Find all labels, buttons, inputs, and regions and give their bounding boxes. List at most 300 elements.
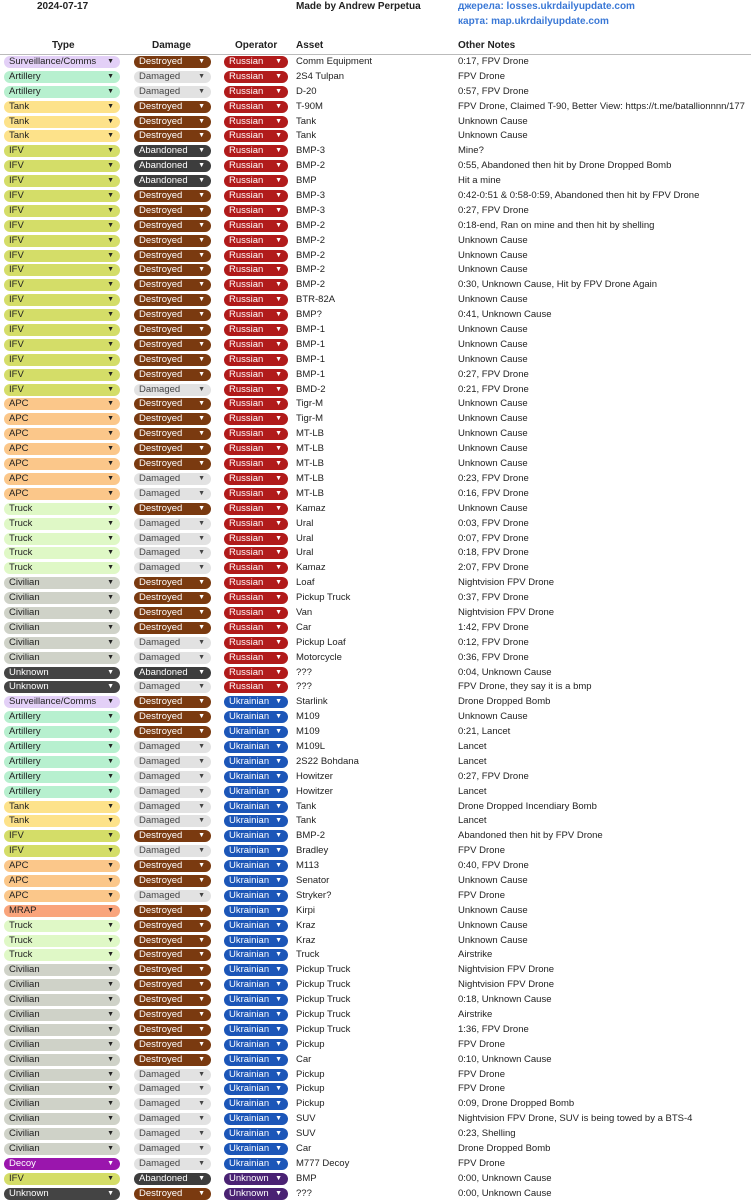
chevron-down-icon: ▼ bbox=[198, 296, 205, 304]
damage-dropdown[interactable] bbox=[134, 1113, 211, 1125]
operator-dropdown[interactable] bbox=[224, 86, 288, 98]
damage-dropdown[interactable] bbox=[134, 592, 211, 604]
type-dropdown[interactable] bbox=[4, 458, 120, 470]
type-dropdown[interactable] bbox=[4, 235, 120, 247]
type-dropdown[interactable] bbox=[4, 518, 120, 530]
type-dropdown[interactable] bbox=[4, 116, 120, 128]
damage-dropdown[interactable] bbox=[134, 339, 211, 351]
operator-dropdown[interactable] bbox=[224, 979, 288, 991]
damage-dropdown[interactable] bbox=[134, 547, 211, 559]
type-dropdown[interactable] bbox=[4, 1128, 120, 1140]
chevron-down-icon: ▼ bbox=[107, 1100, 114, 1108]
damage-value: Destroyed bbox=[139, 413, 183, 425]
damage-dropdown[interactable] bbox=[134, 1039, 211, 1051]
damage-dropdown[interactable] bbox=[134, 1098, 211, 1110]
chevron-down-icon: ▼ bbox=[107, 1115, 114, 1123]
type-dropdown[interactable] bbox=[4, 681, 120, 693]
damage-value: Destroyed bbox=[139, 279, 183, 291]
type-dropdown[interactable] bbox=[4, 890, 120, 902]
operator-dropdown[interactable] bbox=[224, 696, 288, 708]
type-dropdown[interactable] bbox=[4, 309, 120, 321]
operator-dropdown[interactable] bbox=[224, 562, 288, 574]
type-dropdown[interactable] bbox=[4, 205, 120, 217]
type-dropdown[interactable] bbox=[4, 101, 120, 113]
type-dropdown[interactable] bbox=[4, 1158, 120, 1170]
operator-dropdown[interactable] bbox=[224, 294, 288, 306]
operator-dropdown[interactable] bbox=[224, 622, 288, 634]
chevron-down-icon: ▼ bbox=[107, 921, 114, 929]
asset-cell: MT-LB bbox=[296, 487, 324, 499]
chevron-down-icon: ▼ bbox=[107, 177, 114, 185]
damage-dropdown[interactable] bbox=[134, 101, 211, 113]
table-row bbox=[0, 770, 751, 785]
type-dropdown[interactable] bbox=[4, 1188, 120, 1200]
operator-dropdown[interactable] bbox=[224, 786, 288, 798]
chevron-down-icon: ▼ bbox=[275, 653, 282, 661]
operator-dropdown[interactable] bbox=[224, 890, 288, 902]
type-dropdown[interactable] bbox=[4, 86, 120, 98]
type-dropdown[interactable] bbox=[4, 220, 120, 232]
damage-dropdown[interactable] bbox=[134, 190, 211, 202]
damage-dropdown[interactable] bbox=[134, 905, 211, 917]
damage-dropdown[interactable] bbox=[134, 607, 211, 619]
operator-dropdown[interactable] bbox=[224, 235, 288, 247]
operator-dropdown[interactable] bbox=[224, 279, 288, 291]
operator-dropdown[interactable] bbox=[224, 160, 288, 172]
damage-dropdown[interactable] bbox=[134, 518, 211, 530]
operator-value: Russian bbox=[229, 130, 264, 142]
chevron-down-icon: ▼ bbox=[198, 177, 205, 185]
damage-dropdown[interactable] bbox=[134, 1173, 211, 1185]
type-dropdown[interactable] bbox=[4, 964, 120, 976]
chevron-down-icon: ▼ bbox=[275, 132, 282, 140]
operator-value: Unknown bbox=[229, 1172, 269, 1184]
operator-dropdown[interactable] bbox=[224, 398, 288, 410]
operator-dropdown[interactable] bbox=[224, 652, 288, 664]
damage-dropdown[interactable] bbox=[134, 964, 211, 976]
type-dropdown[interactable] bbox=[4, 488, 120, 500]
operator-dropdown[interactable] bbox=[224, 145, 288, 157]
damage-dropdown[interactable] bbox=[134, 309, 211, 321]
operator-dropdown[interactable] bbox=[224, 905, 288, 917]
chevron-down-icon: ▼ bbox=[107, 772, 114, 780]
operator-dropdown[interactable] bbox=[224, 339, 288, 351]
damage-dropdown[interactable] bbox=[134, 533, 211, 545]
type-dropdown[interactable] bbox=[4, 473, 120, 485]
type-dropdown[interactable] bbox=[4, 920, 120, 932]
type-dropdown[interactable] bbox=[4, 547, 120, 559]
type-value: Truck bbox=[9, 562, 33, 574]
damage-dropdown[interactable] bbox=[134, 116, 211, 128]
operator-dropdown[interactable] bbox=[224, 443, 288, 455]
operator-value: Ukrainian bbox=[229, 830, 270, 842]
asset-cell: BMD-2 bbox=[296, 383, 326, 395]
damage-dropdown[interactable] bbox=[134, 130, 211, 142]
table-row bbox=[0, 472, 751, 487]
table-row bbox=[0, 963, 751, 978]
operator-dropdown[interactable] bbox=[224, 1054, 288, 1066]
damage-dropdown[interactable] bbox=[134, 845, 211, 857]
operator-dropdown[interactable] bbox=[224, 681, 288, 693]
damage-dropdown[interactable] bbox=[134, 324, 211, 336]
damage-dropdown[interactable] bbox=[134, 577, 211, 589]
type-dropdown[interactable] bbox=[4, 786, 120, 798]
damage-dropdown[interactable] bbox=[134, 801, 211, 813]
type-dropdown[interactable] bbox=[4, 1054, 120, 1066]
type-value: Truck bbox=[9, 919, 33, 931]
type-dropdown[interactable] bbox=[4, 1098, 120, 1110]
type-dropdown[interactable] bbox=[4, 264, 120, 276]
type-value: Artillery bbox=[9, 726, 41, 738]
operator-value: Ukrainian bbox=[229, 696, 270, 708]
damage-dropdown[interactable] bbox=[134, 145, 211, 157]
damage-dropdown[interactable] bbox=[134, 413, 211, 425]
damage-dropdown[interactable] bbox=[134, 1069, 211, 1081]
type-dropdown[interactable] bbox=[4, 845, 120, 857]
type-dropdown[interactable] bbox=[4, 533, 120, 545]
type-dropdown[interactable] bbox=[4, 294, 120, 306]
notes-cell: Drone Dropped Bomb bbox=[458, 1143, 551, 1155]
type-dropdown[interactable] bbox=[4, 979, 120, 991]
damage-dropdown[interactable] bbox=[134, 220, 211, 232]
damage-dropdown[interactable] bbox=[134, 756, 211, 768]
chevron-down-icon: ▼ bbox=[198, 653, 205, 661]
type-dropdown[interactable] bbox=[4, 756, 120, 768]
type-dropdown[interactable] bbox=[4, 145, 120, 157]
damage-dropdown[interactable] bbox=[134, 979, 211, 991]
operator-dropdown[interactable] bbox=[224, 324, 288, 336]
damage-dropdown[interactable] bbox=[134, 398, 211, 410]
type-dropdown[interactable] bbox=[4, 771, 120, 783]
operator-dropdown[interactable] bbox=[224, 1039, 288, 1051]
damage-dropdown[interactable] bbox=[134, 860, 211, 872]
operator-dropdown[interactable] bbox=[224, 264, 288, 276]
type-dropdown[interactable] bbox=[4, 815, 120, 827]
chevron-down-icon: ▼ bbox=[198, 445, 205, 453]
operator-dropdown[interactable] bbox=[224, 1098, 288, 1110]
damage-dropdown[interactable] bbox=[134, 667, 211, 679]
damage-dropdown[interactable] bbox=[134, 264, 211, 276]
operator-dropdown[interactable] bbox=[224, 1143, 288, 1155]
operator-dropdown[interactable] bbox=[224, 71, 288, 83]
damage-dropdown[interactable] bbox=[134, 875, 211, 887]
operator-dropdown[interactable] bbox=[224, 845, 288, 857]
operator-dropdown[interactable] bbox=[224, 1069, 288, 1081]
type-value: IFV bbox=[9, 264, 24, 276]
notes-cell: Nightvision FPV Drone bbox=[458, 979, 555, 991]
table-row bbox=[0, 457, 751, 472]
notes-cell: 0:18-end, Ran on mine and then hit by shelling bbox=[458, 219, 655, 231]
type-dropdown[interactable] bbox=[4, 949, 120, 961]
operator-dropdown[interactable] bbox=[224, 607, 288, 619]
damage-dropdown[interactable] bbox=[134, 786, 211, 798]
operator-dropdown[interactable] bbox=[224, 920, 288, 932]
damage-dropdown[interactable] bbox=[134, 726, 211, 738]
type-dropdown[interactable] bbox=[4, 994, 120, 1006]
damage-value: Destroyed bbox=[139, 234, 183, 246]
type-dropdown[interactable] bbox=[4, 503, 120, 515]
damage-value: Destroyed bbox=[139, 1023, 183, 1035]
operator-dropdown[interactable] bbox=[224, 726, 288, 738]
damage-dropdown[interactable] bbox=[134, 994, 211, 1006]
operator-dropdown[interactable] bbox=[224, 130, 288, 142]
damage-value: Destroyed bbox=[139, 934, 183, 946]
operator-dropdown[interactable] bbox=[224, 190, 288, 202]
damage-value: Destroyed bbox=[139, 919, 183, 931]
operator-dropdown[interactable] bbox=[224, 369, 288, 381]
operator-dropdown[interactable] bbox=[224, 503, 288, 515]
sources-link[interactable]: джерела: losses.ukrdailyupdate.com bbox=[458, 1, 635, 12]
damage-dropdown[interactable] bbox=[134, 935, 211, 947]
damage-dropdown[interactable] bbox=[134, 1188, 211, 1200]
chevron-down-icon: ▼ bbox=[198, 266, 205, 274]
operator-dropdown[interactable] bbox=[224, 116, 288, 128]
type-dropdown[interactable] bbox=[4, 279, 120, 291]
operator-dropdown[interactable] bbox=[224, 428, 288, 440]
type-dropdown[interactable] bbox=[4, 562, 120, 574]
type-dropdown[interactable] bbox=[4, 130, 120, 142]
operator-dropdown[interactable] bbox=[224, 473, 288, 485]
damage-dropdown[interactable] bbox=[134, 771, 211, 783]
operator-value: Russian bbox=[229, 190, 264, 202]
type-dropdown[interactable] bbox=[4, 190, 120, 202]
type-dropdown[interactable] bbox=[4, 339, 120, 351]
damage-dropdown[interactable] bbox=[134, 473, 211, 485]
damage-dropdown[interactable] bbox=[134, 354, 211, 366]
type-dropdown[interactable] bbox=[4, 1143, 120, 1155]
operator-dropdown[interactable] bbox=[224, 741, 288, 753]
type-dropdown[interactable] bbox=[4, 250, 120, 262]
table-row bbox=[0, 174, 751, 189]
operator-dropdown[interactable] bbox=[224, 1158, 288, 1170]
operator-dropdown[interactable] bbox=[224, 101, 288, 113]
operator-dropdown[interactable] bbox=[224, 1024, 288, 1036]
damage-dropdown[interactable] bbox=[134, 1128, 211, 1140]
damage-dropdown[interactable] bbox=[134, 503, 211, 515]
chevron-down-icon: ▼ bbox=[198, 772, 205, 780]
type-dropdown[interactable] bbox=[4, 160, 120, 172]
damage-dropdown[interactable] bbox=[134, 1083, 211, 1095]
operator-dropdown[interactable] bbox=[224, 56, 288, 68]
operator-dropdown[interactable] bbox=[224, 309, 288, 321]
chevron-down-icon: ▼ bbox=[275, 147, 282, 155]
notes-cell: 0:18, Unknown Cause bbox=[458, 994, 552, 1006]
damage-dropdown[interactable] bbox=[134, 637, 211, 649]
operator-dropdown[interactable] bbox=[224, 354, 288, 366]
damage-value: Damaged bbox=[139, 547, 181, 559]
type-dropdown[interactable] bbox=[4, 830, 120, 842]
type-dropdown[interactable] bbox=[4, 56, 120, 68]
operator-dropdown[interactable] bbox=[224, 1083, 288, 1095]
damage-dropdown[interactable] bbox=[134, 294, 211, 306]
damage-dropdown[interactable] bbox=[134, 1024, 211, 1036]
notes-cell: 0:04, Unknown Cause bbox=[458, 666, 552, 678]
damage-dropdown[interactable] bbox=[134, 458, 211, 470]
type-dropdown[interactable] bbox=[4, 1113, 120, 1125]
chevron-down-icon: ▼ bbox=[198, 742, 205, 750]
type-dropdown[interactable] bbox=[4, 384, 120, 396]
damage-dropdown[interactable] bbox=[134, 711, 211, 723]
type-dropdown[interactable] bbox=[4, 875, 120, 887]
damage-dropdown[interactable] bbox=[134, 86, 211, 98]
damage-dropdown[interactable] bbox=[134, 949, 211, 961]
operator-dropdown[interactable] bbox=[224, 860, 288, 872]
operator-dropdown[interactable] bbox=[224, 875, 288, 887]
operator-value: Russian bbox=[229, 353, 264, 365]
damage-dropdown[interactable] bbox=[134, 815, 211, 827]
operator-dropdown[interactable] bbox=[224, 533, 288, 545]
type-dropdown[interactable] bbox=[4, 398, 120, 410]
operator-dropdown[interactable] bbox=[224, 175, 288, 187]
damage-dropdown[interactable] bbox=[134, 384, 211, 396]
operator-dropdown[interactable] bbox=[224, 384, 288, 396]
damage-dropdown[interactable] bbox=[134, 369, 211, 381]
type-dropdown[interactable] bbox=[4, 1009, 120, 1021]
type-dropdown[interactable] bbox=[4, 741, 120, 753]
damage-dropdown[interactable] bbox=[134, 622, 211, 634]
operator-dropdown[interactable] bbox=[224, 488, 288, 500]
table-row bbox=[0, 814, 751, 829]
type-dropdown[interactable] bbox=[4, 577, 120, 589]
damage-dropdown[interactable] bbox=[134, 428, 211, 440]
operator-dropdown[interactable] bbox=[224, 1128, 288, 1140]
operator-dropdown[interactable] bbox=[224, 220, 288, 232]
type-dropdown[interactable] bbox=[4, 1173, 120, 1185]
type-dropdown[interactable] bbox=[4, 711, 120, 723]
operator-dropdown[interactable] bbox=[224, 250, 288, 262]
notes-cell: Nightvision FPV Drone bbox=[458, 577, 555, 589]
type-dropdown[interactable] bbox=[4, 175, 120, 187]
type-dropdown[interactable] bbox=[4, 801, 120, 813]
chevron-down-icon: ▼ bbox=[107, 817, 114, 825]
operator-value: Ukrainian bbox=[229, 979, 270, 991]
type-dropdown[interactable] bbox=[4, 413, 120, 425]
operator-dropdown[interactable] bbox=[224, 756, 288, 768]
damage-dropdown[interactable] bbox=[134, 830, 211, 842]
type-dropdown[interactable] bbox=[4, 637, 120, 649]
operator-dropdown[interactable] bbox=[224, 964, 288, 976]
type-dropdown[interactable] bbox=[4, 71, 120, 83]
asset-cell: M109 bbox=[296, 726, 320, 738]
type-dropdown[interactable] bbox=[4, 726, 120, 738]
damage-dropdown[interactable] bbox=[134, 279, 211, 291]
type-dropdown[interactable] bbox=[4, 622, 120, 634]
damage-dropdown[interactable] bbox=[134, 890, 211, 902]
type-dropdown[interactable] bbox=[4, 369, 120, 381]
type-value: Artillery bbox=[9, 711, 41, 723]
operator-dropdown[interactable] bbox=[224, 458, 288, 470]
damage-dropdown[interactable] bbox=[134, 652, 211, 664]
damage-dropdown[interactable] bbox=[134, 56, 211, 68]
damage-dropdown[interactable] bbox=[134, 681, 211, 693]
operator-dropdown[interactable] bbox=[224, 1113, 288, 1125]
type-dropdown[interactable] bbox=[4, 667, 120, 679]
damage-dropdown[interactable] bbox=[134, 160, 211, 172]
operator-dropdown[interactable] bbox=[224, 547, 288, 559]
operator-dropdown[interactable] bbox=[224, 577, 288, 589]
damage-dropdown[interactable] bbox=[134, 235, 211, 247]
damage-dropdown[interactable] bbox=[134, 175, 211, 187]
damage-value: Destroyed bbox=[139, 502, 183, 514]
damage-dropdown[interactable] bbox=[134, 1143, 211, 1155]
damage-dropdown[interactable] bbox=[134, 562, 211, 574]
operator-dropdown[interactable] bbox=[224, 771, 288, 783]
type-dropdown[interactable] bbox=[4, 1069, 120, 1081]
damage-dropdown[interactable] bbox=[134, 920, 211, 932]
chevron-down-icon: ▼ bbox=[275, 1085, 282, 1093]
damage-dropdown[interactable] bbox=[134, 1009, 211, 1021]
operator-dropdown[interactable] bbox=[224, 830, 288, 842]
operator-dropdown[interactable] bbox=[224, 592, 288, 604]
type-dropdown[interactable] bbox=[4, 935, 120, 947]
operator-dropdown[interactable] bbox=[224, 711, 288, 723]
map-link[interactable]: карта: map.ukrdailyupdate.com bbox=[458, 16, 609, 27]
operator-dropdown[interactable] bbox=[224, 1188, 288, 1200]
type-value: IFV bbox=[9, 845, 24, 857]
operator-value: Ukrainian bbox=[229, 1038, 270, 1050]
type-dropdown[interactable] bbox=[4, 696, 120, 708]
type-dropdown[interactable] bbox=[4, 443, 120, 455]
type-dropdown[interactable] bbox=[4, 652, 120, 664]
damage-dropdown[interactable] bbox=[134, 1158, 211, 1170]
chevron-down-icon: ▼ bbox=[275, 951, 282, 959]
damage-value: Destroyed bbox=[139, 1187, 183, 1199]
operator-value: Russian bbox=[229, 398, 264, 410]
type-dropdown[interactable] bbox=[4, 428, 120, 440]
damage-value: Destroyed bbox=[139, 711, 183, 723]
operator-dropdown[interactable] bbox=[224, 518, 288, 530]
type-dropdown[interactable] bbox=[4, 592, 120, 604]
operator-dropdown[interactable] bbox=[224, 1009, 288, 1021]
chevron-down-icon: ▼ bbox=[198, 594, 205, 602]
type-dropdown[interactable] bbox=[4, 860, 120, 872]
damage-dropdown[interactable] bbox=[134, 443, 211, 455]
type-dropdown[interactable] bbox=[4, 354, 120, 366]
operator-dropdown[interactable] bbox=[224, 994, 288, 1006]
operator-dropdown[interactable] bbox=[224, 205, 288, 217]
chevron-down-icon: ▼ bbox=[275, 281, 282, 289]
type-dropdown[interactable] bbox=[4, 1083, 120, 1095]
operator-value: Ukrainian bbox=[229, 785, 270, 797]
operator-dropdown[interactable] bbox=[224, 667, 288, 679]
operator-dropdown[interactable] bbox=[224, 935, 288, 947]
operator-dropdown[interactable] bbox=[224, 949, 288, 961]
type-dropdown[interactable] bbox=[4, 324, 120, 336]
type-dropdown[interactable] bbox=[4, 607, 120, 619]
type-value: IFV bbox=[9, 368, 24, 380]
chevron-down-icon: ▼ bbox=[198, 1040, 205, 1048]
operator-dropdown[interactable] bbox=[224, 815, 288, 827]
notes-cell: Unknown Cause bbox=[458, 919, 528, 931]
damage-dropdown[interactable] bbox=[134, 1054, 211, 1066]
damage-dropdown[interactable] bbox=[134, 741, 211, 753]
damage-dropdown[interactable] bbox=[134, 696, 211, 708]
type-dropdown[interactable] bbox=[4, 1024, 120, 1036]
asset-cell: ??? bbox=[296, 1187, 312, 1199]
damage-dropdown[interactable] bbox=[134, 250, 211, 262]
operator-dropdown[interactable] bbox=[224, 637, 288, 649]
asset-cell: SUV bbox=[296, 1113, 316, 1125]
damage-dropdown[interactable] bbox=[134, 488, 211, 500]
operator-dropdown[interactable] bbox=[224, 801, 288, 813]
type-dropdown[interactable] bbox=[4, 1039, 120, 1051]
type-dropdown[interactable] bbox=[4, 905, 120, 917]
damage-dropdown[interactable] bbox=[134, 71, 211, 83]
table-row bbox=[0, 1157, 751, 1172]
damage-dropdown[interactable] bbox=[134, 205, 211, 217]
operator-dropdown[interactable] bbox=[224, 413, 288, 425]
operator-dropdown[interactable] bbox=[224, 1173, 288, 1185]
